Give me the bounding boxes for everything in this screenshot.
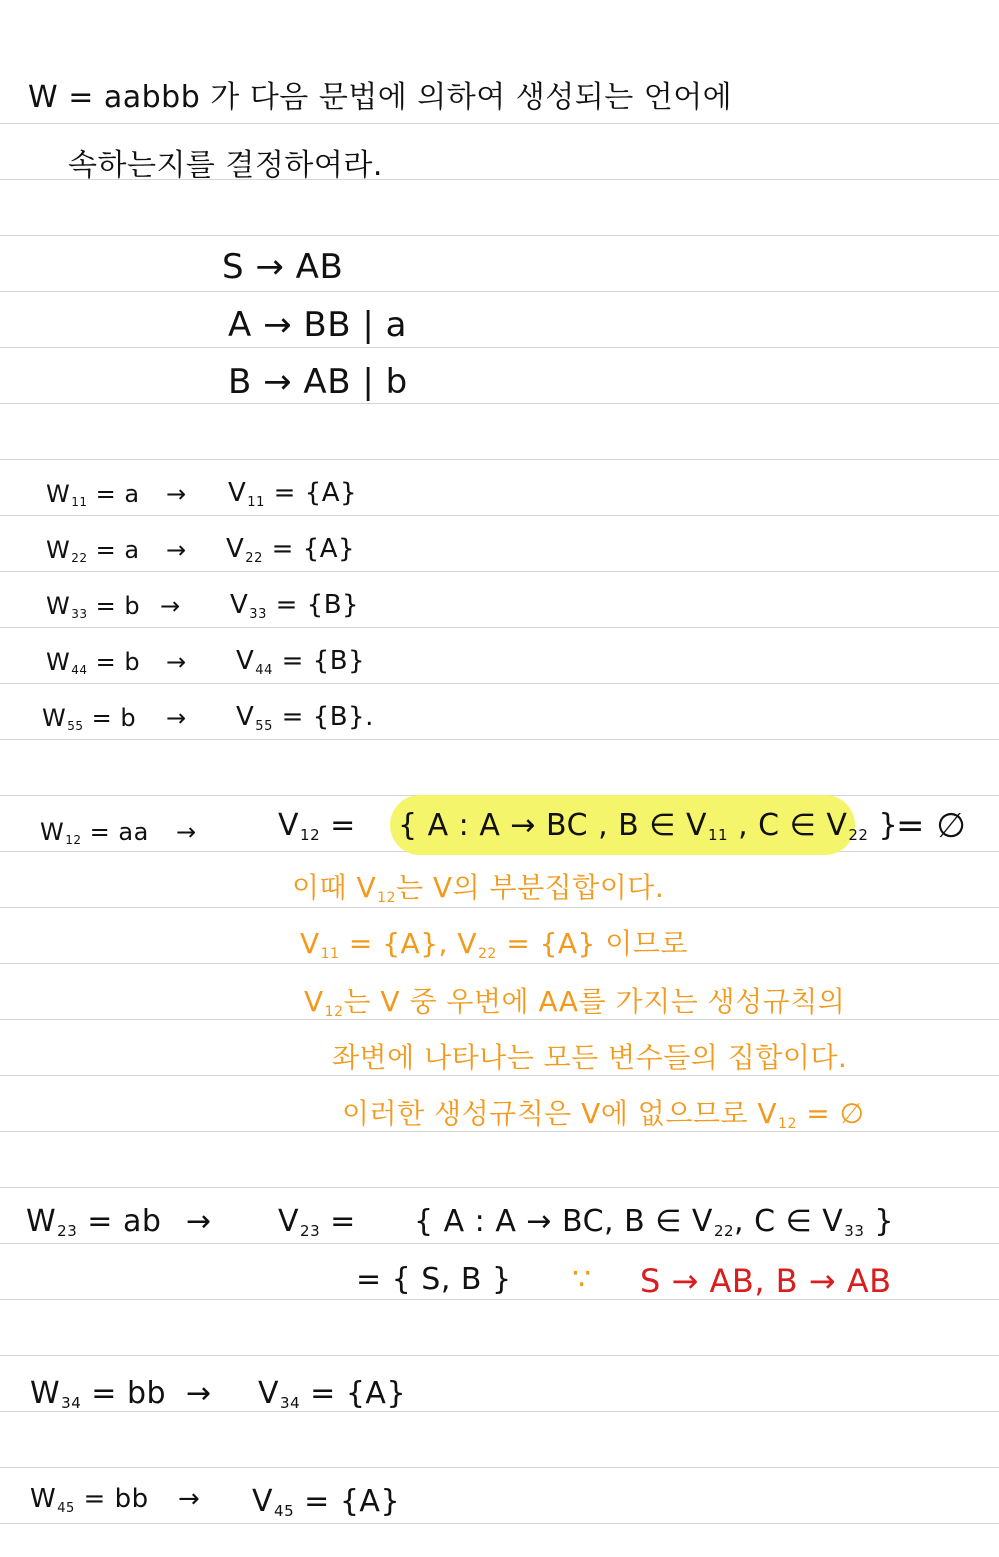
arrow-icon: → <box>160 592 181 620</box>
v45-expr: $V_{45} = \{A\}$ <box>252 1484 401 1521</box>
v22-expr: $V_{22} = \{A\}$ <box>226 534 356 566</box>
ruled-line <box>0 1355 999 1356</box>
w55-expr: $W_{55} = b$ <box>42 704 137 734</box>
grammar-rule-a: A → BB | a <box>228 305 407 345</box>
arrow-icon: → <box>166 648 187 676</box>
ruled-line <box>0 459 999 460</box>
ruled-line <box>0 515 999 516</box>
ruled-line <box>0 1243 999 1244</box>
explanation-line2: $V_{11} = \{A\}$, $V_{22} = \{A\}$ 이므로 <box>300 927 688 962</box>
w11-expr: $W_{11} = a$ <box>46 480 140 510</box>
v12-result-empty: = ∅ <box>896 806 967 846</box>
ruled-line <box>0 571 999 572</box>
v23-reason: S → AB, B → AB <box>640 1262 892 1300</box>
w44-expr: $W_{44} = b$ <box>46 648 141 678</box>
ruled-line <box>0 739 999 740</box>
arrow-icon: → <box>166 480 187 508</box>
ruled-line <box>0 235 999 236</box>
explanation-line3: $V_{12}$는 V 중 우변에 AA를 가지는 생성규칙의 <box>304 985 846 1020</box>
arrow-icon: → <box>186 1376 212 1411</box>
ruled-line <box>0 1187 999 1188</box>
arrow-icon: → <box>178 1484 201 1514</box>
problem-statement-line2: 속하는지를 결정하여라. <box>68 148 383 183</box>
ruled-line <box>0 963 999 964</box>
w23-expr: $W_{23}$ = ab <box>26 1204 162 1241</box>
ruled-line <box>0 627 999 628</box>
w45-expr: $W_{45}$ = bb <box>30 1484 149 1516</box>
problem-statement-line1: W = aabbb 가 다음 문법에 의하여 생성되는 언어에 <box>28 80 733 115</box>
w22-expr: $W_{22} = a$ <box>46 536 140 566</box>
w12-expr: $W_{12}$ = aa <box>40 818 149 848</box>
ruled-line <box>0 683 999 684</box>
arrow-icon: → <box>186 1204 212 1239</box>
ruled-line <box>0 907 999 908</box>
ruled-line <box>0 123 999 124</box>
v23-result: = { S, B } <box>356 1262 512 1297</box>
ruled-line <box>0 291 999 292</box>
v33-expr: $V_{33} = \{B\}$ <box>230 590 360 622</box>
explanation-line1: 이때 $V_{12}$는 V의 부분집합이다. <box>292 871 665 906</box>
because-icon: ∵ <box>572 1262 592 1297</box>
v23-expr: $V_{23}$ = <box>278 1204 356 1241</box>
v55-expr: $V_{55} = \{B\}$. <box>236 702 374 734</box>
v34-expr: $V_{34} = \{A\}$ <box>258 1376 407 1413</box>
v11-expr: $V_{11} = \{A\}$ <box>228 478 358 510</box>
w34-expr: $W_{34}$ = bb <box>30 1376 167 1413</box>
ruled-line <box>0 1467 999 1468</box>
arrow-icon: → <box>166 536 187 564</box>
ruled-line <box>0 403 999 404</box>
grammar-rule-s: S → AB <box>222 247 344 287</box>
v44-expr: $V_{44} = \{B\}$ <box>236 646 366 678</box>
explanation-line5: 이러한 생성규칙은 V에 없으므로 $V_{12}$ = ∅ <box>342 1097 865 1132</box>
grammar-rule-b: B → AB | b <box>228 362 408 402</box>
v12-expr: $V_{12}$ = <box>278 808 356 845</box>
ruled-line <box>0 347 999 348</box>
arrow-icon: → <box>176 818 197 846</box>
v23-set-definition: { A : A → BC, B ∈ $V_{22}$, C ∈ $V_{33}$ } <box>414 1204 895 1241</box>
explanation-line4: 좌변에 나타나는 모든 변수들의 집합이다. <box>332 1041 848 1074</box>
w33-expr: $W_{33} = b$ <box>46 592 141 622</box>
ruled-line <box>0 1523 999 1524</box>
arrow-icon: → <box>166 704 187 732</box>
v12-set-definition: { A : A → BC , B ∈ $V_{11}$ , C ∈ $V_{22}$ } <box>398 808 899 845</box>
